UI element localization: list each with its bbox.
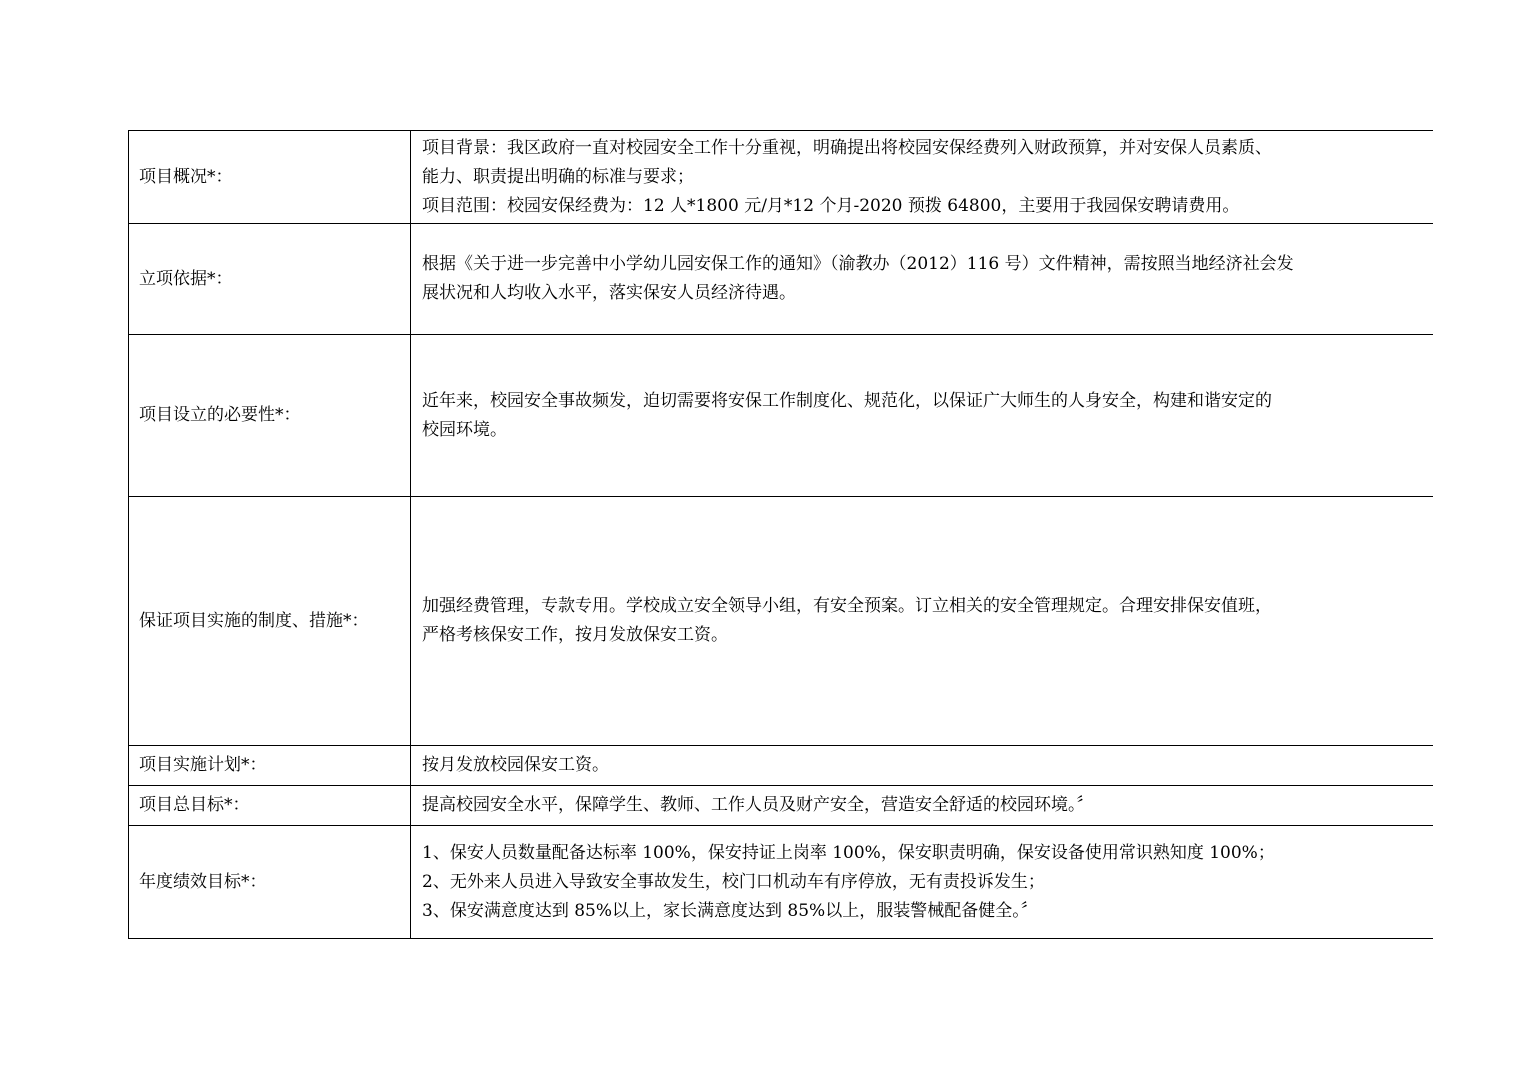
overall-goal-label: 项目总目标*： [129,786,411,826]
measures-content [411,497,1434,746]
table-row-necessity [129,335,1434,497]
measures-label: 保证项目实施的制度、措施*： [129,497,411,746]
plan-line-1: 按月发放校园保安工资。 [422,755,609,775]
annual-targets-content [411,826,1434,939]
measures-line-2: 严格考核保安工作，按月发放保安工资。 [422,625,728,645]
table-row-overview [129,131,1434,224]
overview-label: 项目概况*： [129,131,411,224]
annual-targets-line-3: 3、保安满意度达到 85%以上，家长满意度达到 85%以上，服装警械配备健全。〞 [422,900,1038,921]
necessity-line-2: 校园环境。 [422,419,507,440]
basis-content [411,224,1434,335]
plan-content [411,746,1434,786]
basis-line-2: 展状况和人均收入水平，落实保安人员经济待遇。 [422,283,796,303]
basis-label: 立项依据*： [129,224,411,335]
table-row-annual-targets [129,826,1434,939]
overview-content [411,131,1434,224]
table-row-measures [129,497,1434,746]
necessity-content [411,335,1434,497]
overall-goal-content [411,786,1434,826]
annual-targets-label: 年度绩效目标*： [129,826,411,939]
overview-line-3: 项目范围：校园安保经费为：12 人*1800 元/月*12 个月-2020 预拨 64800，主要用于我园保安聘请费用。 [422,195,1240,216]
overview-line-2: 能力、职责提出明确的标准与要求； [422,166,694,187]
measures-line-1: 加强经费管理，专款专用。学校成立安全领导小组，有安全预案。订立相关的安全管理规定。合理安排保安值班， [422,596,1272,616]
annual-targets-line-1: 1、保安人员数量配备达标率 100%，保安持证上岗率 100%，保安职责明确，保安设备使用常识熟知度 100%； [422,842,1275,863]
plan-label: 项目实施计划*： [129,746,411,786]
annual-targets-line-2: 2、无外来人员进入导致安全事故发生，校门口机动车有序停放，无有责投诉发生； [422,871,1045,892]
project-info-table [128,130,1433,939]
table-row-plan [129,746,1434,786]
basis-line-1: 根据《关于进一步完善中小学幼儿园安保工作的通知》（渝教办（2012）116 号）文件精神，需按照当地经济社会发 [422,254,1294,274]
overview-line-1: 项目背景：我区政府一直对校园安全工作十分重视，明确提出将校园安保经费列入财政预算，并对安保人员素质、 [422,137,1272,158]
table-row-overall-goal [129,786,1434,826]
necessity-line-1: 近年来，校园安全事故频发，迫切需要将安保工作制度化、规范化，以保证广大师生的人身安全，构建和谐安定的 [422,390,1272,411]
table-row-basis [129,224,1434,335]
necessity-label: 项目设立的必要性*： [129,335,411,497]
overall-goal-line-1: 提高校园安全水平，保障学生、教师、工作人员及财产安全，营造安全舒适的校园环境。〞 [422,795,1094,815]
